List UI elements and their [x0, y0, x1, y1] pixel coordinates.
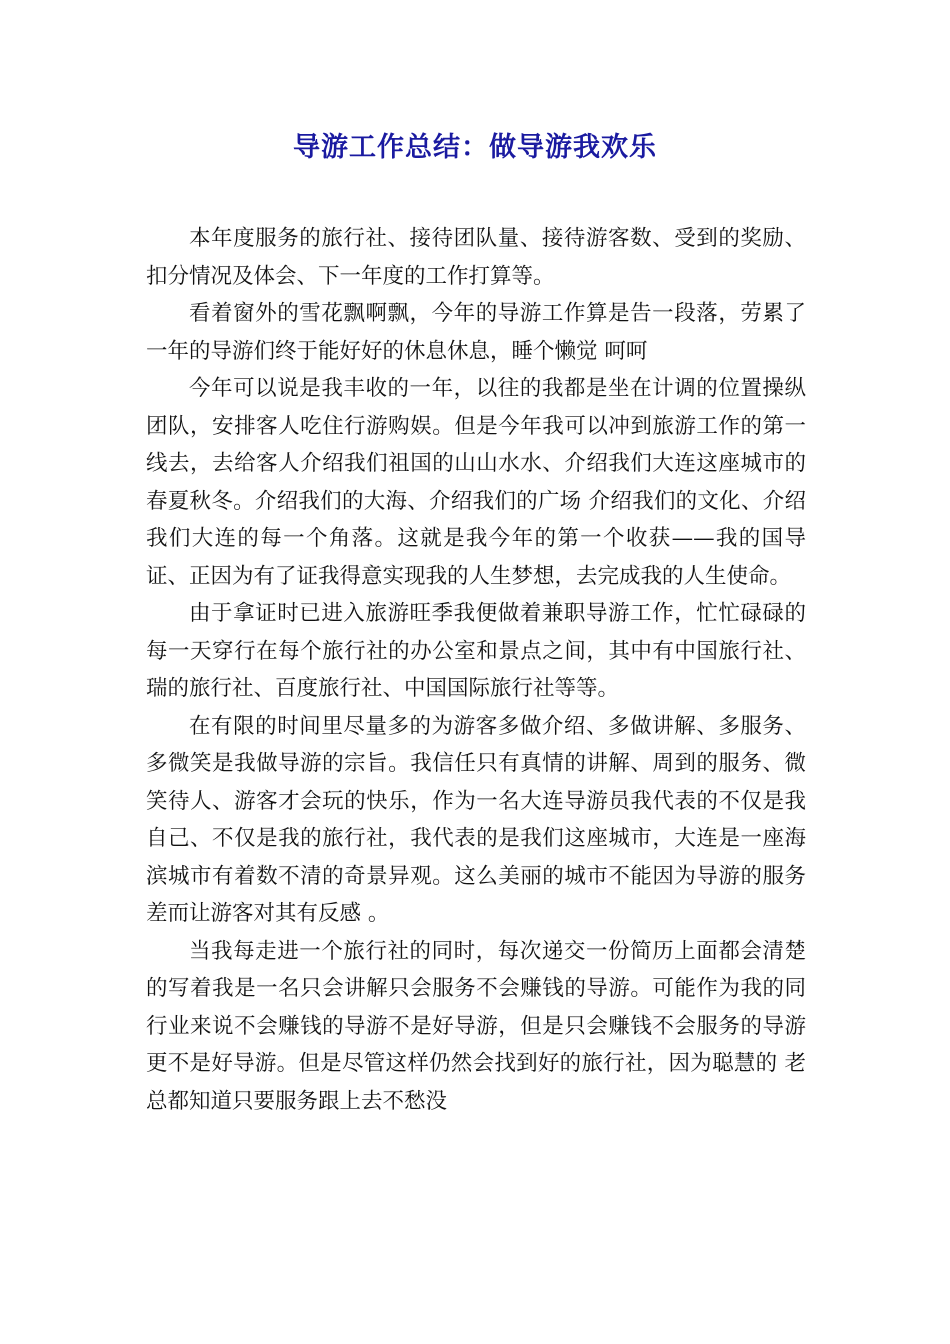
paragraph-3: 今年可以说是我丰收的一年，以往的我都是坐在计调的位置操纵团队，安排客人吃住行游购娱。但是今年我可以冲到旅游工作的第一线去，去给客人介绍我们祖国的山山水水、介绍我们大连这座城市的春夏秋冬。介绍我们的大海、介绍我们的广场 介绍我们的文化、介绍我们大连的每一个角落。这就是我今年的第一个收获——我的国导证、正因为有了证我得意实现我的人生梦想，去完成我的人生使命。 — [146, 376, 806, 589]
paragraph-5: 在有限的时间里尽量多的为游客多做介绍、多做讲解、多服务、多微笑是我做导游的宗旨。我信任只有真情的讲解、周到的服务、微笑待人、游客才会玩的快乐，作为一名大连导游员我代表的不仅是我自己、不仅是我的旅行社，我代表的是我们这座城市，大连是一座海滨城市有着数不清的奇景异观。这么美丽的城市不能因为导游的服务差而让游客对其有反感 。 — [146, 713, 806, 926]
paragraph-2: 看着窗外的雪花飘啊飘，今年的导游工作算是告一段落，劳累了一年的导游们终于能好好的休息休息，睡个懒觉 呵呵 — [146, 301, 806, 364]
paragraph-6: 当我每走进一个旅行社的同时，每次递交一份简历上面都会清楚的写着我是一名只会讲解只会服务不会赚钱的导游。可能作为我的同行业来说不会赚钱的导游不是好导游，但是只会赚钱不会服务的导游更不是好导游。但是尽管这样仍然会找到好的旅行社，因为聪慧的 老总都知道只要服务跟上去不愁没 — [146, 938, 806, 1114]
document-body — [146, 220, 806, 1120]
paragraph-1: 本年度服务的旅行社、接待团队量、接待游客数、受到的奖励、扣分情况及体会、下一年度的工作打算等。 — [146, 226, 806, 289]
paragraph-4: 由于拿证时已进入旅游旺季我便做着兼职导游工作，忙忙碌碌的每一天穿行在每个旅行社的办公室和景点之间，其中有中国旅行社、瑞的旅行社、百度旅行社、中国国际旅行社等等。 — [146, 601, 806, 701]
document-title: 导游工作总结：做导游我欢乐 — [293, 132, 657, 163]
